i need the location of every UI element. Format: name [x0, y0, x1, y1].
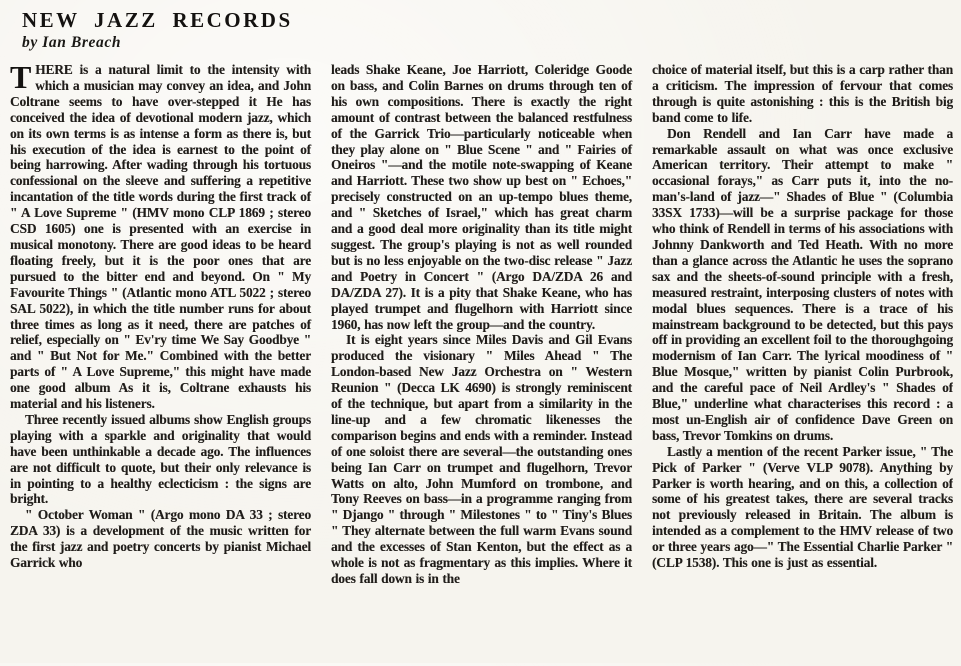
article-header — [22, 8, 953, 52]
paragraph: Three recently issued albums show English groups playing with a sparkle and originality that would have been unthinkable a decade ago. The influences are not difficult to quote, but their only relevance is in pointing to a healthy eclecticism : the signs are bright. — [10, 411, 311, 507]
article-columns — [10, 62, 953, 666]
paragraph: choice of material itself, but this is a carp rather than a criticism. The impression of fervour that comes through is quite astonishing : this is the British big band come to life. — [652, 62, 953, 125]
article-byline: by Ian Breach — [22, 34, 122, 51]
paragraph — [10, 62, 311, 412]
article-column-2 — [331, 62, 632, 666]
paragraph: leads Shake Keane, Joe Harriott, Coleridge Goode on bass, and Colin Barnes on drums through ten of his own compositions. There is exactly the right amount of contrast between the balanced restfulness of the Garrick Trio—particularly noticeable when they play alone on " Blue Scene " and " Fairies of Oneiros "—and the motile note-swapping of Keane and Harriott. These two show up best on " Echoes," precisely constructed on an up-tempo blues theme, and " Sketches of Israel," which has great charm and a good deal more originality than its title might suggest. The group's playing is not as well rounded but is no less enjoyable on the two-disc release " Jazz and Poetry in Concert " (Argo DA/ZDA 26 and DA/ZDA 27). It is a pity that Shake Keane, who has played trumpet and flugelhorn with Harriott since 1960, has now left the group—and the country. — [331, 62, 632, 332]
paragraph: It is eight years since Miles Davis and Gil Evans produced the visionary " Miles Ahead " The London-based New Jazz Orchestra on " Western Reunion " (Decca LK 4690) is strongly reminiscent of the technique, but apart from a similarity in the line-up and a few chromatic likenesses the comparison begins and ends with a reminder. Instead of one soloist there are several—the outstanding ones being Ian Carr on trumpet and flugelhorn, Trevor Watts on alto, John Mumford on trombone, and Tony Reeves on bass—in a programme ranging from " Django " through " Milestones " to " Tiny's Blues " They alternate between the full warm Evans sound and the excesses of Stan Kenton, but the effect as a whole is not as fragmentary as this implies. Where it does fall down is in the — [331, 332, 632, 586]
paragraph: Don Rendell and Ian Carr have made a remarkable assault on what was once exclusive American territory. Their attempt to make " occasional forays," as Carr puts it, into the no-man's-land of jazz—" Shades of Blue " (Columbia 33SX 1733)—will be a surprise package for those who think of Rendell in terms of his associations with Johnny Dankworth and Ted Heath. With no more than a glance across the Atlantic he uses the soprano sax and the sheets-of-sound principle with a fresh, measured restraint, interposing clusters of notes with modal blues sequences. There is a trace of his mainstream background to be detected, but this pays off in providing an excellent foil to the thoroughgoing modernism of Ian Carr. The lyrical moodiness of " Blue Mosque," written by pianist Colin Purbrook, and the careful pace of Neil Ardley's " Shades of Blue," underline what characterises this record : a most un-English air of confidence Dave Green on bass, Trevor Tomkins on drums. — [652, 125, 953, 443]
article-title: NEW JAZZ RECORDS — [22, 8, 293, 32]
article-column-1 — [10, 62, 311, 666]
paragraph: Lastly a mention of the recent Parker issue, " The Pick of Parker " (Verve VLP 9078). Anything by Parker is worth hearing, and on this, a collection of some of his greatest takes, there are several tracks not previously released in Britain. The album is intended as a complement to the HMV release of two or three years ago—" The Essential Charlie Parker " (CLP 1538). This one is just as essential. — [652, 443, 953, 571]
paragraph: " October Woman " (Argo mono DA 33 ; stereo ZDA 33) is a development of the music written for the first jazz and poetry concerts by pianist Michael Garrick who — [10, 507, 311, 571]
dropcap-letter: T — [10, 62, 32, 95]
paragraph-text: HERE is a natural limit to the intensity with which a musician may convey an idea, and John Coltrane seems to have over-stepped it He has conceived the idea of devotional modern jazz, which on its own terms is as intense a form as there is, but his execution of the idea is earnest to the point of being harrowing. After wading through his tortuous confessional on the sleeve and suffering a repetitive incantation of the title words during the first track of " A Love Supreme " (HMV mono CLP 1869 ; stereo CSD 1605) one is presented with an exercise in musical monotony. There are good ideas to be heard floating freely, but it is the poor ones that are pursued to the bitter end and beyond. On " My Favourite Things " (Atlantic mono ATL 5022 ; stereo SAL 5022), in which the title number runs for about three times as long as it need, there are patches of relief, especially on " Ev'ry time We Say Goodbye " and " But Not for Me." Combined with the better parts of " A Love Supreme," this might have made one good album As it is, Coltrane exhausts his material and his listeners. — [10, 62, 311, 412]
article-column-3 — [652, 62, 953, 666]
